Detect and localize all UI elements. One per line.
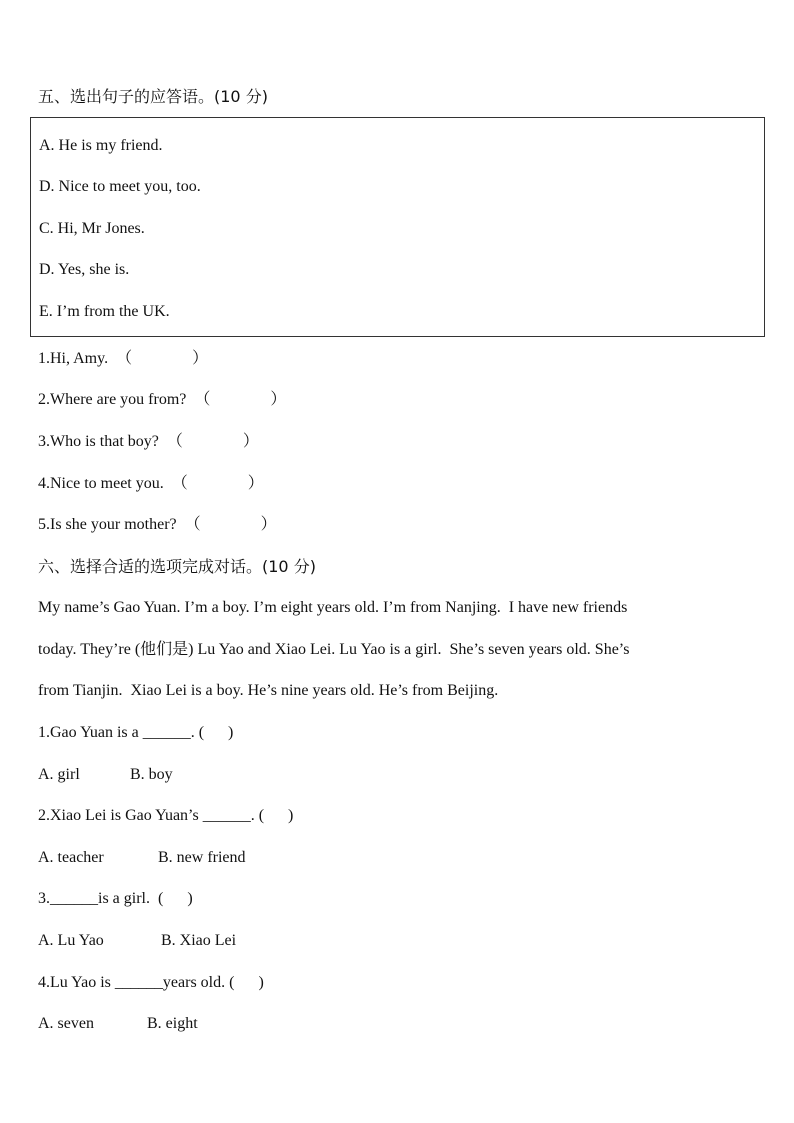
- s6-question-2-choice-a: A. teacher: [38, 849, 104, 866]
- s6-question-3-stem: 3.______is a girl. ( ): [38, 890, 193, 907]
- s5-question-2: 2.Where are you from? （ ）: [38, 391, 287, 408]
- option-1: A. He is my friend.: [39, 137, 163, 154]
- option-4: D. Yes, she is.: [39, 261, 130, 278]
- passage-line-1: My name’s Gao Yuan. I’m a boy. I’m eight years old. I’m from Nanjing. I have new friends: [38, 599, 628, 616]
- passage-line-2: today. They’re (他们是) Lu Yao and Xiao Lei. Lu Yao is a girl. She’s seven years old. She’s: [38, 641, 630, 658]
- s6-question-4-choice-a: A. seven: [38, 1015, 94, 1032]
- section6-heading: 六、选择合适的选项完成对话。(10 分): [38, 557, 316, 576]
- option-5: E. I’m from the UK.: [39, 303, 170, 320]
- s6-question-1-choice-a: A. girl: [38, 766, 80, 783]
- answer-options-box: [30, 117, 765, 337]
- s5-question-4: 4.Nice to meet you. （ ）: [38, 475, 264, 492]
- option-3: C. Hi, Mr Jones.: [39, 220, 145, 237]
- s6-question-1-choice-b: B. boy: [130, 766, 173, 783]
- s6-question-3-choice-a: A. Lu Yao: [38, 932, 104, 949]
- s6-question-3-choice-b: B. Xiao Lei: [161, 932, 237, 949]
- s5-question-3: 3.Who is that boy? （ ）: [38, 433, 259, 450]
- passage-line-3: from Tianjin. Xiao Lei is a boy. He’s nine years old. He’s from Beijing.: [38, 682, 499, 699]
- s6-question-4-stem: 4.Lu Yao is ______years old. ( ): [38, 974, 264, 991]
- s6-question-2-choice-b: B. new friend: [158, 849, 246, 866]
- section5-heading: 五、选出句子的应答语。(10 分): [38, 87, 268, 106]
- s5-question-5: 5.Is she your mother? （ ）: [38, 516, 277, 533]
- s6-question-4-choice-b: B. eight: [147, 1015, 198, 1032]
- s6-question-2-stem: 2.Xiao Lei is Gao Yuan’s ______. ( ): [38, 807, 294, 824]
- s6-question-1-stem: 1.Gao Yuan is a ______. ( ): [38, 724, 234, 741]
- s5-question-1: 1.Hi, Amy. （ ）: [38, 350, 209, 367]
- option-2: D. Nice to meet you, too.: [39, 178, 201, 195]
